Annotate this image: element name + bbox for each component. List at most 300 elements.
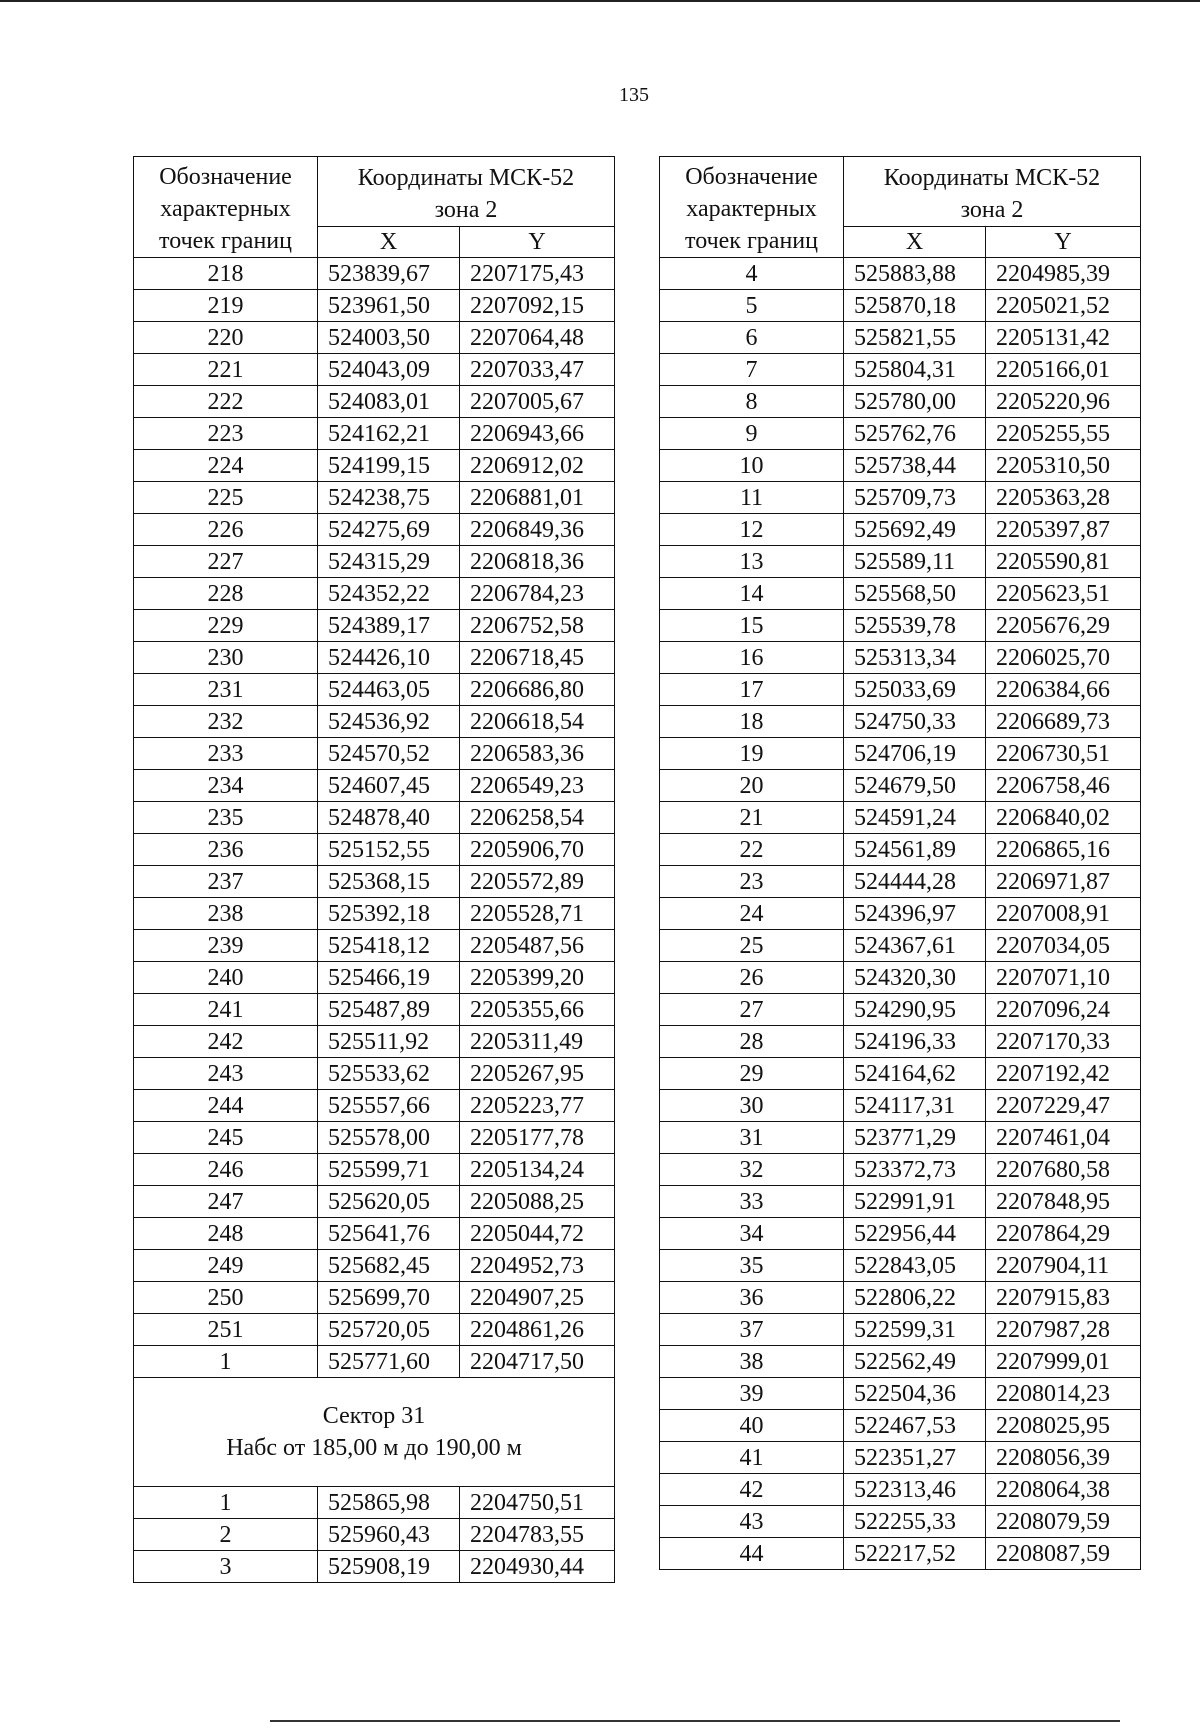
coordinates-table-right (659, 156, 1141, 1570)
point-id-cell: 238 (134, 898, 318, 930)
point-id-cell: 223 (134, 418, 318, 450)
point-id-cell: 235 (134, 802, 318, 834)
x-coordinate-cell: 525368,15 (318, 866, 460, 898)
table-row (660, 1218, 1141, 1250)
x-coordinate-cell: 525578,00 (318, 1122, 460, 1154)
x-coordinate-cell: 524463,05 (318, 674, 460, 706)
table-row (660, 1250, 1141, 1282)
y-coordinate-cell: 2204783,55 (460, 1519, 615, 1551)
y-coordinate-cell: 2207034,05 (986, 930, 1141, 962)
point-id-cell: 234 (134, 770, 318, 802)
table-row (660, 1506, 1141, 1538)
point-id-cell: 244 (134, 1090, 318, 1122)
x-coordinate-cell: 524607,45 (318, 770, 460, 802)
points-label-line: точек границ (685, 228, 818, 254)
table-row (660, 1410, 1141, 1442)
point-id-cell: 44 (660, 1538, 844, 1570)
x-coordinate-cell: 524043,09 (318, 354, 460, 386)
point-id-cell: 31 (660, 1122, 844, 1154)
y-coordinate-cell: 2204930,44 (460, 1551, 615, 1583)
x-coordinate-cell: 524196,33 (844, 1026, 986, 1058)
y-coordinate-cell: 2204952,73 (460, 1250, 615, 1282)
point-id-cell: 38 (660, 1346, 844, 1378)
y-coordinate-cell: 2206752,58 (460, 610, 615, 642)
table-row (660, 770, 1141, 802)
y-coordinate-cell: 2205623,51 (986, 578, 1141, 610)
coords-header-line: Координаты МСК-52 (883, 164, 1101, 191)
y-coordinate-cell: 2205134,24 (460, 1154, 615, 1186)
table-row (660, 290, 1141, 322)
point-id-cell: 26 (660, 962, 844, 994)
y-coordinate-cell: 2205223,77 (460, 1090, 615, 1122)
sector-row (134, 1378, 615, 1487)
x-coordinate-cell: 522217,52 (844, 1538, 986, 1570)
table-row (134, 578, 615, 610)
y-coordinate-cell: 2206881,01 (460, 482, 615, 514)
point-id-cell: 231 (134, 674, 318, 706)
x-coordinate-cell: 524117,31 (844, 1090, 986, 1122)
table-row (660, 1026, 1141, 1058)
point-id-cell: 249 (134, 1250, 318, 1282)
point-id-cell: 29 (660, 1058, 844, 1090)
point-id-cell: 30 (660, 1090, 844, 1122)
x-coordinate-cell: 524561,89 (844, 834, 986, 866)
table-row (134, 386, 615, 418)
x-coordinate-cell: 524238,75 (318, 482, 460, 514)
table-row (134, 770, 615, 802)
table-row (660, 930, 1141, 962)
point-id-cell: 250 (134, 1282, 318, 1314)
y-coordinate-cell: 2205267,95 (460, 1058, 615, 1090)
y-coordinate-cell: 2205255,55 (986, 418, 1141, 450)
y-coordinate-cell: 2206912,02 (460, 450, 615, 482)
table-row (134, 802, 615, 834)
y-coordinate-cell: 2206549,23 (460, 770, 615, 802)
table-row (660, 1090, 1141, 1122)
table-row (134, 834, 615, 866)
x-coordinate-cell: 525620,05 (318, 1186, 460, 1218)
table-row (134, 1551, 615, 1583)
table-row (660, 1154, 1141, 1186)
y-coordinate-cell: 2206686,80 (460, 674, 615, 706)
table-row (134, 994, 615, 1026)
y-header: Y (986, 227, 1141, 258)
y-coordinate-cell: 2206818,36 (460, 546, 615, 578)
y-coordinate-cell: 2207461,04 (986, 1122, 1141, 1154)
x-coordinate-cell: 525557,66 (318, 1090, 460, 1122)
y-coordinate-cell: 2207008,91 (986, 898, 1141, 930)
table-row (660, 674, 1141, 706)
x-coordinate-cell: 524315,29 (318, 546, 460, 578)
x-coordinate-cell: 525908,19 (318, 1551, 460, 1583)
table-row (134, 1058, 615, 1090)
x-coordinate-cell: 524164,62 (844, 1058, 986, 1090)
x-coordinate-cell: 522806,22 (844, 1282, 986, 1314)
y-coordinate-cell: 2208087,59 (986, 1538, 1141, 1570)
x-coordinate-cell: 522467,53 (844, 1410, 986, 1442)
table-row (134, 258, 615, 290)
point-id-cell: 40 (660, 1410, 844, 1442)
x-coordinate-cell: 524536,92 (318, 706, 460, 738)
x-coordinate-cell: 525865,98 (318, 1487, 460, 1519)
point-id-cell: 243 (134, 1058, 318, 1090)
table-row (660, 1538, 1141, 1570)
sector-height-range: Набс от 185,00 м до 190,00 м (226, 1435, 522, 1461)
point-id-cell: 34 (660, 1218, 844, 1250)
x-coordinate-cell: 525682,45 (318, 1250, 460, 1282)
table-row (660, 482, 1141, 514)
point-id-cell: 18 (660, 706, 844, 738)
point-id-cell: 219 (134, 290, 318, 322)
y-coordinate-cell: 2207192,42 (986, 1058, 1141, 1090)
y-coordinate-cell: 2206689,73 (986, 706, 1141, 738)
y-coordinate-cell: 2206618,54 (460, 706, 615, 738)
table-row (660, 642, 1141, 674)
table-row (660, 258, 1141, 290)
points-label-header (660, 157, 844, 258)
points-label-line: Обозначение (685, 164, 818, 190)
point-id-cell: 20 (660, 770, 844, 802)
point-id-cell: 240 (134, 962, 318, 994)
x-coordinate-cell: 524320,30 (844, 962, 986, 994)
table-row (134, 322, 615, 354)
points-label-line: характерных (160, 196, 291, 222)
table-row (660, 546, 1141, 578)
point-id-cell: 246 (134, 1154, 318, 1186)
point-id-cell: 39 (660, 1378, 844, 1410)
point-id-cell: 241 (134, 994, 318, 1026)
points-label-line: характерных (686, 196, 817, 222)
table-row (134, 514, 615, 546)
point-id-cell: 35 (660, 1250, 844, 1282)
table-row (134, 930, 615, 962)
y-coordinate-cell: 2205363,28 (986, 482, 1141, 514)
table-row (660, 578, 1141, 610)
y-coordinate-cell: 2207915,83 (986, 1282, 1141, 1314)
point-id-cell: 32 (660, 1154, 844, 1186)
y-coordinate-cell: 2205177,78 (460, 1122, 615, 1154)
table-row (134, 1218, 615, 1250)
table-row (660, 1378, 1141, 1410)
point-id-cell: 245 (134, 1122, 318, 1154)
table-row (134, 546, 615, 578)
y-coordinate-cell: 2204985,39 (986, 258, 1141, 290)
point-id-cell: 233 (134, 738, 318, 770)
point-id-cell: 230 (134, 642, 318, 674)
table-row (134, 1250, 615, 1282)
point-id-cell: 27 (660, 994, 844, 1026)
y-coordinate-cell: 2205220,96 (986, 386, 1141, 418)
table-row (134, 418, 615, 450)
table-row (134, 1487, 615, 1519)
top-border-line (0, 0, 1200, 2)
table-row (134, 1090, 615, 1122)
point-id-cell: 218 (134, 258, 318, 290)
x-coordinate-cell: 522843,05 (844, 1250, 986, 1282)
x-coordinate-cell: 524679,50 (844, 770, 986, 802)
x-coordinate-cell: 525821,55 (844, 322, 986, 354)
point-id-cell: 23 (660, 866, 844, 898)
x-coordinate-cell: 522562,49 (844, 1346, 986, 1378)
point-id-cell: 15 (660, 610, 844, 642)
y-coordinate-cell: 2206583,36 (460, 738, 615, 770)
points-label-line: точек границ (159, 228, 292, 254)
x-coordinate-cell: 524444,28 (844, 866, 986, 898)
coords-header-line: зона 2 (434, 196, 498, 223)
point-id-cell: 25 (660, 930, 844, 962)
points-label-line: Обозначение (159, 164, 292, 190)
y-coordinate-cell: 2205528,71 (460, 898, 615, 930)
table-row (134, 450, 615, 482)
table-row (134, 674, 615, 706)
y-coordinate-cell: 2205355,66 (460, 994, 615, 1026)
y-coordinate-cell: 2207229,47 (986, 1090, 1141, 1122)
x-coordinate-cell: 524706,19 (844, 738, 986, 770)
table-row (660, 962, 1141, 994)
table-row (660, 994, 1141, 1026)
point-id-cell: 220 (134, 322, 318, 354)
point-id-cell: 7 (660, 354, 844, 386)
page-number: 135 (619, 84, 649, 106)
y-coordinate-cell: 2208056,39 (986, 1442, 1141, 1474)
coords-header (844, 157, 1141, 227)
point-id-cell: 37 (660, 1314, 844, 1346)
point-id-cell: 4 (660, 258, 844, 290)
x-coordinate-cell: 525720,05 (318, 1314, 460, 1346)
point-id-cell: 6 (660, 322, 844, 354)
point-id-cell: 14 (660, 578, 844, 610)
x-coordinate-cell: 525313,34 (844, 642, 986, 674)
y-coordinate-cell: 2205590,81 (986, 546, 1141, 578)
x-coordinate-cell: 525152,55 (318, 834, 460, 866)
x-coordinate-cell: 525692,49 (844, 514, 986, 546)
x-coordinate-cell: 525418,12 (318, 930, 460, 962)
y-coordinate-cell: 2207092,15 (460, 290, 615, 322)
y-header: Y (460, 227, 615, 258)
table-row (660, 610, 1141, 642)
x-coordinate-cell: 522313,46 (844, 1474, 986, 1506)
y-coordinate-cell: 2206730,51 (986, 738, 1141, 770)
table-row (134, 1314, 615, 1346)
point-id-cell: 21 (660, 802, 844, 834)
x-coordinate-cell: 523372,73 (844, 1154, 986, 1186)
y-coordinate-cell: 2207064,48 (460, 322, 615, 354)
table-row (660, 1442, 1141, 1474)
coordinates-table-left-body (134, 157, 615, 1583)
y-coordinate-cell: 2205487,56 (460, 930, 615, 962)
point-id-cell: 251 (134, 1314, 318, 1346)
point-id-cell: 8 (660, 386, 844, 418)
point-id-cell: 222 (134, 386, 318, 418)
point-id-cell: 12 (660, 514, 844, 546)
y-coordinate-cell: 2204750,51 (460, 1487, 615, 1519)
point-id-cell: 2 (134, 1519, 318, 1551)
coords-header-line: Координаты МСК-52 (357, 164, 575, 191)
y-coordinate-cell: 2206718,45 (460, 642, 615, 674)
y-coordinate-cell: 2206784,23 (460, 578, 615, 610)
x-coordinate-cell: 525762,76 (844, 418, 986, 450)
x-coordinate-cell: 525511,92 (318, 1026, 460, 1058)
y-coordinate-cell: 2207071,10 (986, 962, 1141, 994)
y-coordinate-cell: 2207680,58 (986, 1154, 1141, 1186)
x-coordinate-cell: 524878,40 (318, 802, 460, 834)
x-header: X (844, 227, 986, 258)
coordinates-table-right-body (660, 157, 1141, 1570)
point-id-cell: 33 (660, 1186, 844, 1218)
y-coordinate-cell: 2207005,67 (460, 386, 615, 418)
x-coordinate-cell: 524083,01 (318, 386, 460, 418)
point-id-cell: 232 (134, 706, 318, 738)
x-coordinate-cell: 525780,00 (844, 386, 986, 418)
table-row (134, 610, 615, 642)
table-row (660, 450, 1141, 482)
x-coordinate-cell: 524290,95 (844, 994, 986, 1026)
point-id-cell: 42 (660, 1474, 844, 1506)
y-coordinate-cell: 2205044,72 (460, 1218, 615, 1250)
y-coordinate-cell: 2208014,23 (986, 1378, 1141, 1410)
table-row (660, 898, 1141, 930)
table-row (660, 1122, 1141, 1154)
x-coordinate-cell: 525641,76 (318, 1218, 460, 1250)
table-row (660, 866, 1141, 898)
point-id-cell: 239 (134, 930, 318, 962)
table-row (660, 514, 1141, 546)
point-id-cell: 224 (134, 450, 318, 482)
table-row (134, 354, 615, 386)
point-id-cell: 36 (660, 1282, 844, 1314)
y-coordinate-cell: 2206758,46 (986, 770, 1141, 802)
x-coordinate-cell: 523961,50 (318, 290, 460, 322)
y-coordinate-cell: 2207170,33 (986, 1026, 1141, 1058)
point-id-cell: 227 (134, 546, 318, 578)
x-coordinate-cell: 525392,18 (318, 898, 460, 930)
table-row (660, 1186, 1141, 1218)
x-coordinate-cell: 525699,70 (318, 1282, 460, 1314)
x-coordinate-cell: 524591,24 (844, 802, 986, 834)
x-coordinate-cell: 524275,69 (318, 514, 460, 546)
table-row (134, 1026, 615, 1058)
table-row (134, 962, 615, 994)
table-row (660, 706, 1141, 738)
x-coordinate-cell: 525804,31 (844, 354, 986, 386)
y-coordinate-cell: 2207904,11 (986, 1250, 1141, 1282)
x-coordinate-cell: 525960,43 (318, 1519, 460, 1551)
coordinates-table-left (133, 156, 615, 1583)
y-coordinate-cell: 2206849,36 (460, 514, 615, 546)
x-coordinate-cell: 525487,89 (318, 994, 460, 1026)
x-coordinate-cell: 524570,52 (318, 738, 460, 770)
table-row (660, 1058, 1141, 1090)
x-coordinate-cell: 524003,50 (318, 322, 460, 354)
y-coordinate-cell: 2208079,59 (986, 1506, 1141, 1538)
x-coordinate-cell: 524162,21 (318, 418, 460, 450)
y-coordinate-cell: 2205906,70 (460, 834, 615, 866)
point-id-cell: 228 (134, 578, 318, 610)
x-coordinate-cell: 524367,61 (844, 930, 986, 962)
x-coordinate-cell: 525870,18 (844, 290, 986, 322)
x-coordinate-cell: 522991,91 (844, 1186, 986, 1218)
point-id-cell: 226 (134, 514, 318, 546)
y-coordinate-cell: 2205131,42 (986, 322, 1141, 354)
y-coordinate-cell: 2206025,70 (986, 642, 1141, 674)
point-id-cell: 248 (134, 1218, 318, 1250)
point-id-cell: 1 (134, 1346, 318, 1378)
x-coordinate-cell: 525533,62 (318, 1058, 460, 1090)
point-id-cell: 28 (660, 1026, 844, 1058)
table-row (660, 1474, 1141, 1506)
x-coordinate-cell: 524352,22 (318, 578, 460, 610)
x-coordinate-cell: 524199,15 (318, 450, 460, 482)
y-coordinate-cell: 2207987,28 (986, 1314, 1141, 1346)
y-coordinate-cell: 2206258,54 (460, 802, 615, 834)
table-row (134, 898, 615, 930)
y-coordinate-cell: 2205021,52 (986, 290, 1141, 322)
x-coordinate-cell: 523839,67 (318, 258, 460, 290)
point-id-cell: 16 (660, 642, 844, 674)
table-row (660, 1346, 1141, 1378)
y-coordinate-cell: 2206384,66 (986, 674, 1141, 706)
point-id-cell: 43 (660, 1506, 844, 1538)
point-id-cell: 17 (660, 674, 844, 706)
x-coordinate-cell: 524389,17 (318, 610, 460, 642)
table-row (660, 802, 1141, 834)
table-row (134, 706, 615, 738)
x-coordinate-cell: 525883,88 (844, 258, 986, 290)
y-coordinate-cell: 2207096,24 (986, 994, 1141, 1026)
x-coordinate-cell: 525599,71 (318, 1154, 460, 1186)
x-coordinate-cell: 522255,33 (844, 1506, 986, 1538)
x-coordinate-cell: 522599,31 (844, 1314, 986, 1346)
y-coordinate-cell: 2206971,87 (986, 866, 1141, 898)
x-coordinate-cell: 525568,50 (844, 578, 986, 610)
table-row (660, 322, 1141, 354)
y-coordinate-cell: 2207175,43 (460, 258, 615, 290)
x-coordinate-cell: 525033,69 (844, 674, 986, 706)
x-coordinate-cell: 523771,29 (844, 1122, 986, 1154)
table-row (134, 1154, 615, 1186)
x-coordinate-cell: 525709,73 (844, 482, 986, 514)
y-coordinate-cell: 2204717,50 (460, 1346, 615, 1378)
point-id-cell: 247 (134, 1186, 318, 1218)
point-id-cell: 237 (134, 866, 318, 898)
y-coordinate-cell: 2205397,87 (986, 514, 1141, 546)
point-id-cell: 11 (660, 482, 844, 514)
point-id-cell: 225 (134, 482, 318, 514)
table-row (660, 354, 1141, 386)
x-coordinate-cell: 524426,10 (318, 642, 460, 674)
y-coordinate-cell: 2205310,50 (986, 450, 1141, 482)
table-row (134, 1346, 615, 1378)
y-coordinate-cell: 2205166,01 (986, 354, 1141, 386)
y-coordinate-cell: 2205399,20 (460, 962, 615, 994)
table-row (134, 642, 615, 674)
y-coordinate-cell: 2207033,47 (460, 354, 615, 386)
header-row (134, 157, 615, 227)
table-row (134, 738, 615, 770)
x-coordinate-cell: 524750,33 (844, 706, 986, 738)
point-id-cell: 1 (134, 1487, 318, 1519)
x-header: X (318, 227, 460, 258)
table-row (660, 834, 1141, 866)
coords-header-line: зона 2 (960, 196, 1024, 223)
point-id-cell: 5 (660, 290, 844, 322)
y-coordinate-cell: 2207848,95 (986, 1186, 1141, 1218)
table-row (660, 1314, 1141, 1346)
bottom-rule-line (270, 1720, 1120, 1722)
y-coordinate-cell: 2206943,66 (460, 418, 615, 450)
sector-cell (134, 1378, 615, 1487)
sector-title: Сектор 31 (322, 1403, 426, 1429)
